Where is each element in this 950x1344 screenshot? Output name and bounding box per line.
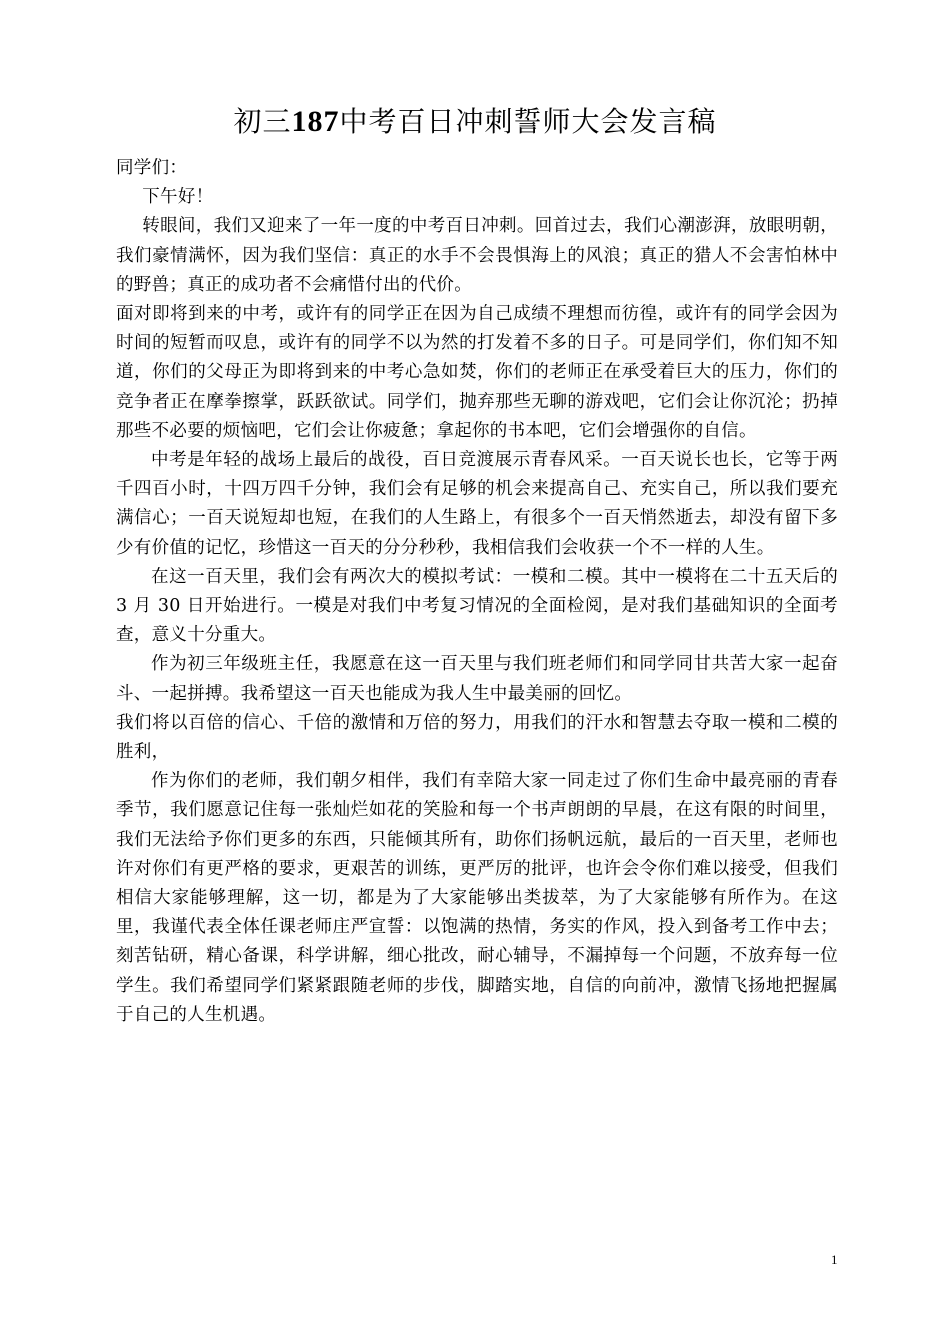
paragraph: 面对即将到来的中考，或许有的同学正在因为自己成绩不理想而彷徨，或许有的同学会因为时间的短暂而叹息，或许有的同学不以为然的打发着不多的日子。可是同学们，你们知不知道，你们的父母正为即将到来的中考心急如焚，你们的老师正在承受着巨大的压力，你们的竞争者正在摩拳擦掌，跃跃欲试。同学们，抛弃那些无聊的游戏吧，它们会让你沉沦；扔掉那些不必要的烦恼吧，它们会让你疲惫；拿起你的书本吧，它们会增强你的自信。 [116,304,838,441]
paragraph: 转眼间，我们又迎来了一年一度的中考百日冲刺。回首过去，我们心潮澎湃，放眼明朝，我们豪情满怀，因为我们坚信：真正的水手不会畏惧海上的风浪；真正的猎人不会害怕林中的野兽；真正的成功者不会痛惜付出的代价。 [116,216,838,295]
page-number: 1 [831,1252,838,1267]
title-prefix: 初三 [233,105,292,138]
title-number: 187 [291,105,340,138]
document-body [116,154,838,1030]
greeting: 下午好！ [142,187,214,208]
paragraph: 作为初三年级班主任，我愿意在这一百天里与我们班老师们和同学同甘共苦大家一起奋斗、一起拼搏。我希望这一百天也能成为我人生中最美丽的回忆。 [116,654,838,704]
paragraph: 中考是年轻的战场上最后的战役，百日竞渡展示青春风采。一百天说长也长，它等于两千四百小时，十四万四千分钟，我们会有足够的机会来提高自己、充实自己，所以我们要充满信心；一百天说短却也短，在我们的人生路上，有很多个一百天悄然逝去，却没有留下多少有价值的记忆，珍惜这一百天的分分秒秒，我相信我们会收获一个不一样的人生。 [116,450,838,558]
paragraph: 我们将以百倍的信心、千倍的激情和万倍的努力，用我们的汗水和智慧去夺取一模和二模的胜利， [116,712,838,763]
paragraph: 作为你们的老师，我们朝夕相伴，我们有幸陪大家一同走过了你们生命中最亮丽的青春季节，我们愿意记住每一张灿烂如花的笑脸和每一个书声朗朗的早晨，在这有限的时间里，我们无法给予你们更多的东西，只能倾其所有，助你们扬帆远航，最后的一百天里，老师也许对你们有更严格的要求，更艰苦的训练，更严厉的批评，也许会令你们难以接受，但我们相信大家能够理解，这一切，都是为了大家能够出类拔萃，为了大家能够有所作为。在这里，我谨代表全体任课老师庄严宣誓：以饱满的热情，务实的作风，投入到备考工作中去；刻苦钻研，精心备课，科学讲解，细心批改，耐心辅导，不漏掉每一个问题，不放弃每一位学生。我们希望同学们紧紧跟随老师的步伐，脚踏实地，自信的向前冲，激情飞扬地把握属于自己的人生机遇。 [116,771,838,1025]
salutation: 同学们： [116,158,188,178]
document-title [0,100,950,144]
paragraph: 在这一百天里，我们会有两次大的模拟考试：一模和二模。其中一模将在二十五天后的 3 月 30 日开始进行。一模是对我们中考复习情况的全面检阅，是对我们基础知识的全面考查，意义十分重大。 [116,566,838,646]
title-suffix: 中考百日冲刺誓师大会发言稿 [339,105,717,138]
